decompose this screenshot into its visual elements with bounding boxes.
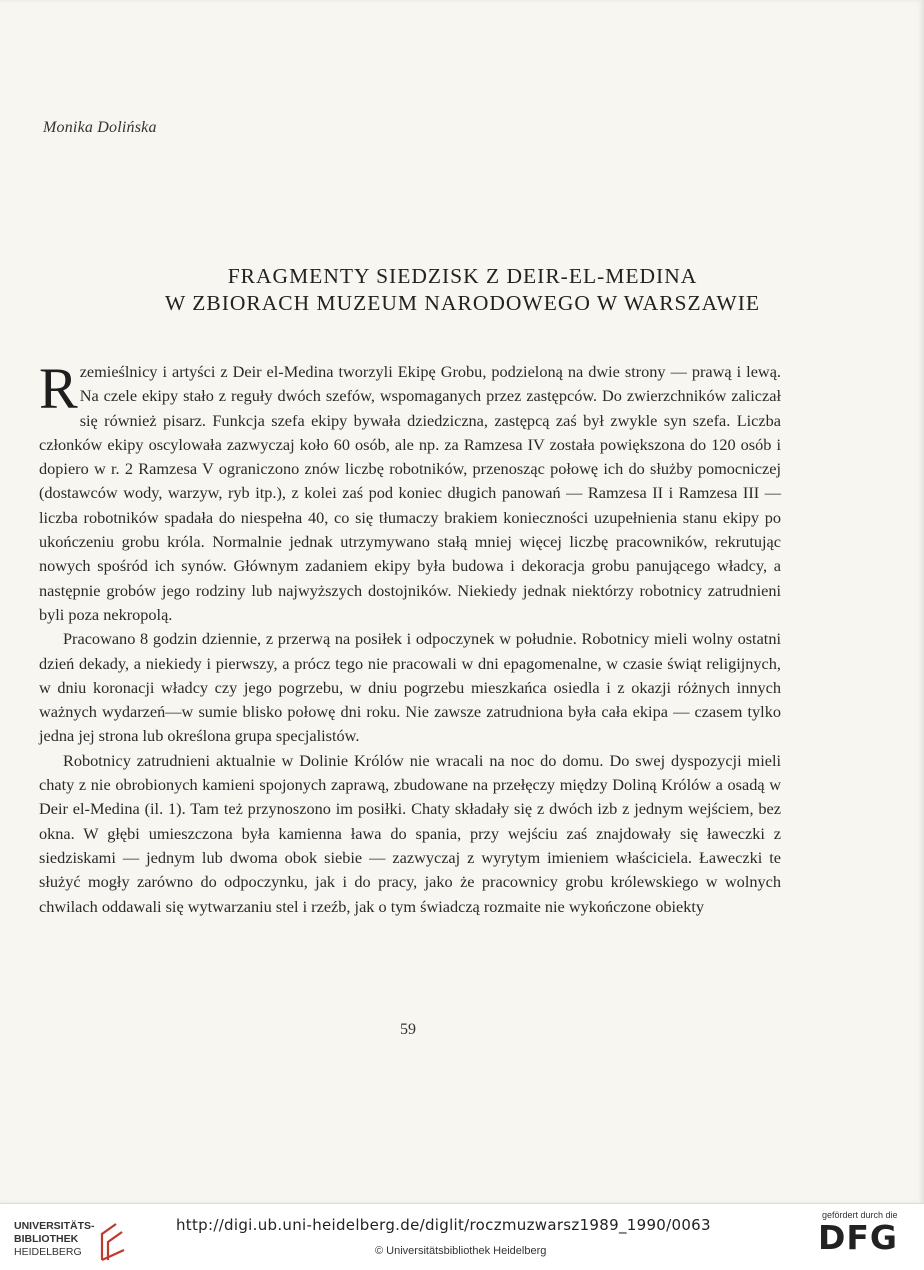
dfg-sponsor[interactable] — [818, 1210, 918, 1266]
paragraph-1 — [39, 356, 781, 627]
dfg-logo-icon: DFG — [818, 1218, 899, 1257]
drop-cap: R — [39, 356, 78, 421]
copyright-notice: © Universitätsbibliothek Heidelberg — [375, 1245, 547, 1257]
article-body — [39, 356, 781, 919]
library-line-2: BIBLIOTHEK — [14, 1233, 79, 1245]
digitization-footer — [0, 1203, 924, 1270]
library-emblem-icon — [98, 1220, 128, 1264]
author-name: Monika Dolińska — [43, 119, 157, 136]
paragraph-3: Robotnicy zatrudnieni aktualnie w Dolinie Królów nie wracali na noc do domu. Do swej dyspozycji mieli chaty z nie obrobionych kamieni spojonych zaprawą, zbudowane na przełęczy między Doliną Królów a osadą w Deir el-Medina (il. 1). Tam też przynoszono im posiłki. Chaty składały się z dwóch izb z jednym wejściem, bez okna. W głębi umieszczona była kamienna ława do spania, przy wejściu zaś znajdowały się ławeczki z siedziskami — jednym lub dwoma obok siebie — zazwyczaj z wyrytym imieniem właściciela. Ławeczki te służyć mogły zarówno do odpoczynku, jak i do pracy, jako że pracownicy grobu królewskiego w wolnych chwilach oddawali się wytwarzaniu stel i rzeźb, jak o tym świadczą rozmaite nie wykończone obiekty — [39, 750, 781, 916]
library-line-1: UNIVERSITÄTS- — [14, 1220, 95, 1232]
library-logo[interactable] — [14, 1220, 134, 1264]
sponsor-label: gefördert durch die — [822, 1210, 898, 1220]
article-title — [60, 263, 865, 317]
permalink-url[interactable]: http://digi.ub.uni-heidelberg.de/diglit/roczmuzwarsz1989_1990/0063 — [176, 1216, 711, 1234]
library-line-3: HEIDELBERG — [14, 1246, 82, 1258]
paragraph-2: Pracowano 8 godzin dziennie, z przerwą na posiłek i odpoczynek w południe. Robotnicy mieli wolny ostatni dzień dekady, a niekiedy i pierwszy, a prócz tego nie pracowali w dni epagomenalne, w czasie świąt religijnych, w dniu koronacji władcy czy jego pogrzebu, w dniu pogrzebu mieszkańca osiedla i z okazji różnych innych ważnych wydarzeń—w sumie blisko połowę dni roku. Nie zawsze zatrudniona była cała ekipa — czasem tylko jedna jej strona lub określona grupa specjalistów. — [39, 629, 781, 746]
title-line-1: FRAGMENTY SIEDZISK Z DEIR-EL-MEDINA — [227, 264, 698, 288]
page-number: 59 — [400, 1021, 416, 1038]
library-name — [14, 1220, 95, 1259]
paragraph-1-text: zemieślnicy i artyści z Deir el-Medina tworzyli Ekipę Grobu, podzieloną na dwie strony — prawą i lewą. Na czele ekipy stało z reguły dwóch szefów, wspomaganych przez zastępców. Do zwierzchników zaliczał się również pisarz. Funkcja szefa ekipy bywała dziedziczna, zastępcą zaś był zwykle syn szefa. Liczba członków ekipy oscylowała zazwyczaj koło 60 osób, ale np. za Ramzesa IV została powiększona do 120 osób i dopiero w r. 2 Ramzesa V ograniczono znów liczbę robotników, przenosząc połowę ich do służby pomocniczej (dostawców wody, warzyw, ryb itp.), z kolei zaś pod koniec długich panowań — Ramzesa II i Ramzesa III — liczba robotników spadała do niespełna 40, co się tłumaczy brakiem konieczności uzupełnienia stanu ekipy po ukończeniu grobu króla. Normalnie jednak utrzymywano stałą mniej więcej liczbę pracowników, rekrutując nowych spośród ich synów. Głównym zadaniem ekipy była budowa i dekoracja grobu panującego władcy, a następnie grobów jego rodziny lub najwyższych dostojników. Niekiedy jednak niektórzy robotnicy zatrudnieni byli poza nekropolą. — [39, 362, 781, 624]
title-line-2: W ZBIORACH MUZEUM NARODOWEGO W WARSZAWIE — [164, 291, 761, 315]
